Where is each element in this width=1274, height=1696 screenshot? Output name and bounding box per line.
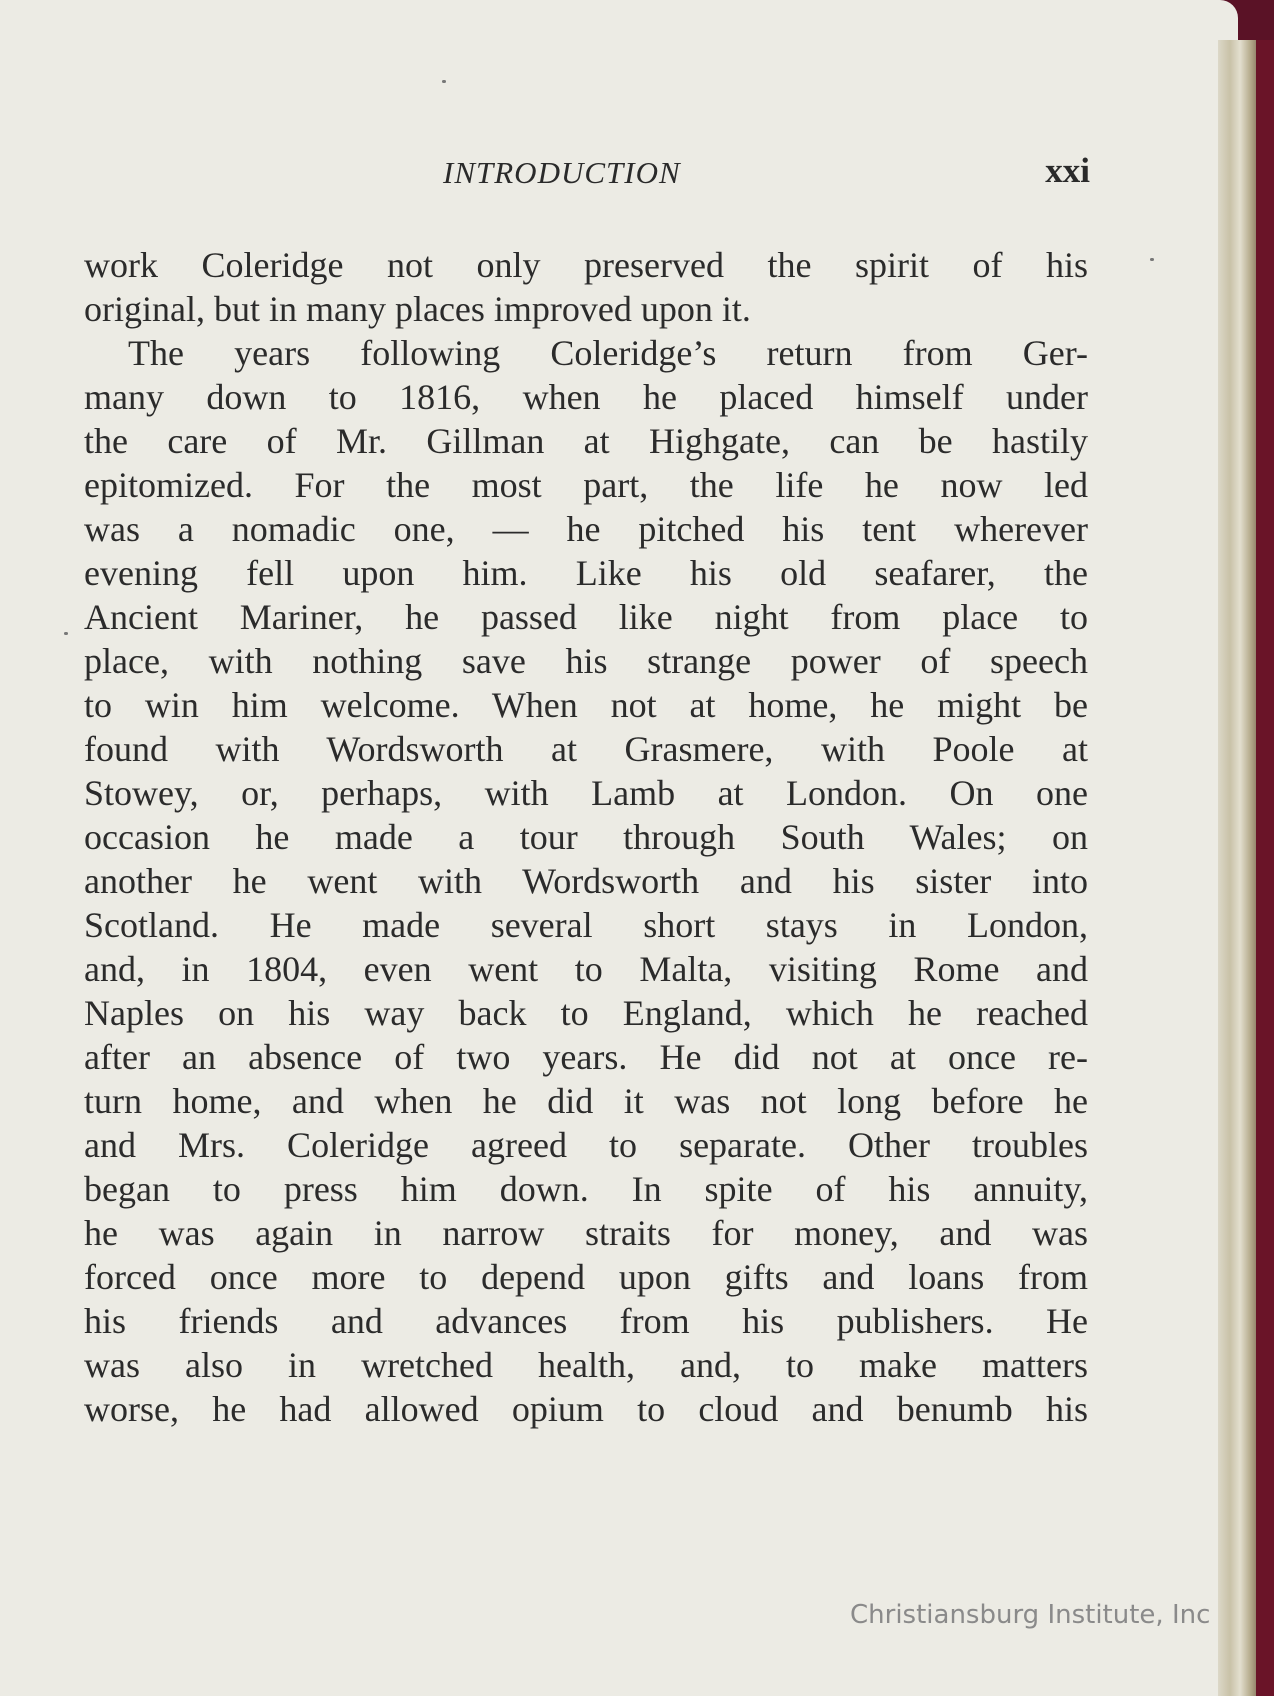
text-line: occasion he made a tour through South Wales; on xyxy=(84,817,1088,857)
text-line: original, but in many places improved upon it. xyxy=(84,289,751,329)
text-line: was a nomadic one, — he pitched his tent wherever xyxy=(84,509,1088,549)
text-line: many down to 1816, when he placed himself under xyxy=(84,377,1088,417)
text-line: the care of Mr. Gillman at Highgate, can be hastily xyxy=(84,421,1088,461)
text-line: another he went with Wordsworth and his sister into xyxy=(84,861,1088,901)
text-line: and Mrs. Coleridge agreed to separate. Other troubles xyxy=(84,1125,1088,1165)
text-line: to win him welcome. When not at home, he might be xyxy=(84,685,1088,725)
text-line: place, with nothing save his strange power of speech xyxy=(84,641,1088,681)
text-line: worse, he had allowed opium to cloud and benumb his xyxy=(84,1389,1088,1429)
text-line: The years following Coleridge’s return from Ger- xyxy=(128,333,1088,373)
text-line: and, in 1804, even went to Malta, visiting Rome and xyxy=(84,949,1088,989)
page-edge xyxy=(1218,40,1258,1696)
text-line: began to press him down. In spite of his annuity, xyxy=(84,1169,1088,1209)
text-line: Ancient Mariner, he passed like night from place to xyxy=(84,597,1088,637)
text-line: Scotland. He made several short stays in London, xyxy=(84,905,1088,945)
body-text xyxy=(84,243,1088,1431)
text-line: epitomized. For the most part, the life he now led xyxy=(84,465,1088,505)
book-cover-edge xyxy=(1256,40,1274,1696)
page-header xyxy=(80,151,1090,195)
page-number: xxi xyxy=(1045,151,1090,190)
text-line: work Coleridge not only preserved the spirit of his xyxy=(84,245,1088,285)
text-line: his friends and advances from his publishers. He xyxy=(84,1301,1088,1341)
paper-speck xyxy=(64,632,68,635)
text-line: turn home, and when he did it was not long before he xyxy=(84,1081,1088,1121)
text-line: he was again in narrow straits for money, and was xyxy=(84,1213,1088,1253)
text-line: Naples on his way back to England, which he reached xyxy=(84,993,1088,1033)
text-line: evening fell upon him. Like his old seafarer, the xyxy=(84,553,1088,593)
watermark: Christiansburg Institute, Inc xyxy=(850,1600,1211,1630)
text-line: found with Wordsworth at Grasmere, with Poole at xyxy=(84,729,1088,769)
paper-speck xyxy=(1150,258,1154,261)
text-line: forced once more to depend upon gifts and loans from xyxy=(84,1257,1088,1297)
paper-speck xyxy=(442,80,446,83)
text-line: Stowey, or, perhaps, with Lamb at London. On one xyxy=(84,773,1088,813)
text-line: after an absence of two years. He did not at once re- xyxy=(84,1037,1088,1077)
running-head: INTRODUCTION xyxy=(443,155,681,190)
text-line: was also in wretched health, and, to make matters xyxy=(84,1345,1088,1385)
